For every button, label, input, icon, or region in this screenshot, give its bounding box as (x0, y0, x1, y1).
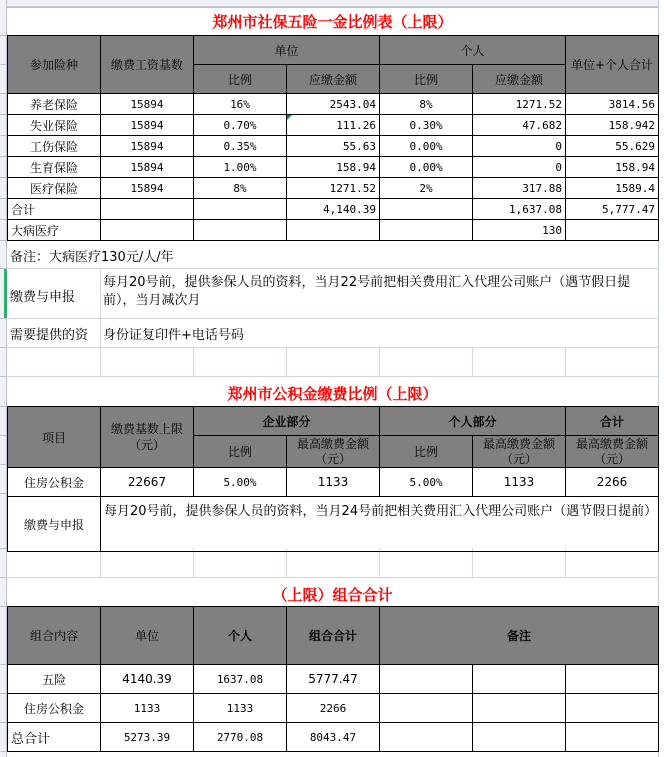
cell-ind-ratio[interactable]: 0.30% (380, 115, 473, 136)
header-base-cap: 缴费基数上限（元） (101, 407, 194, 468)
cell-empty[interactable] (566, 220, 659, 241)
cell-individual[interactable]: 1637.08 (194, 665, 287, 694)
cell-remark[interactable] (566, 694, 659, 723)
table-row (8, 115, 659, 136)
cell-ind-amount[interactable]: 317.88 (473, 178, 566, 199)
cell-subtotal-total[interactable]: 5,777.47 (566, 199, 659, 220)
table-row (8, 694, 659, 723)
cell-base[interactable]: 15894 (101, 157, 194, 178)
cell-remark[interactable] (380, 694, 473, 723)
cell-total[interactable]: 1589.4 (566, 178, 659, 199)
cell-insurance-name[interactable]: 生育保险 (8, 157, 101, 178)
cell-subtotal-label[interactable]: 合计 (8, 199, 101, 220)
table-row (8, 136, 659, 157)
cell-base[interactable]: 15894 (101, 136, 194, 157)
header-ent-ratio: 比例 (194, 436, 287, 468)
cell-payment-label[interactable]: 缴费与申报 (8, 497, 101, 552)
cell-emp-amount[interactable]: 158.94 (287, 157, 380, 178)
cell-base[interactable]: 15894 (101, 94, 194, 115)
header-item: 项目 (8, 407, 101, 468)
header-employee-ratio: 比例 (380, 65, 473, 94)
payment-label[interactable]: 缴费与申报 (10, 290, 76, 305)
header-employee: 个人 (380, 36, 566, 65)
cell-individual[interactable]: 2770.08 (194, 723, 287, 752)
cell-ind-ratio[interactable]: 0.00% (380, 136, 473, 157)
header-individual: 个人 (194, 607, 287, 665)
header-total-max: 最高缴费金额（元） (566, 436, 659, 468)
header-insurance-type: 参加险种 (8, 36, 101, 94)
cell-ent-amount[interactable]: 1133 (287, 468, 380, 497)
cell-insurance-name[interactable]: 失业保险 (8, 115, 101, 136)
cell-empty[interactable] (101, 199, 194, 220)
cell-total[interactable]: 55.629 (566, 136, 659, 157)
materials-text[interactable]: 身份证复印件+电话号码 (103, 328, 244, 343)
payment-text[interactable]: 每月20号前，提供参保人员的资料，当月22号前把相关费用汇入代理公司账户（遇节假日提前），当月减次月 (103, 275, 631, 308)
cell-ind-amount[interactable]: 47.682 (473, 115, 566, 136)
cell-remark[interactable] (473, 723, 566, 752)
header-ind-max: 最高缴费金额（元） (473, 436, 566, 468)
header-total: 单位+个人合计 (566, 36, 659, 94)
cell-ind-ratio[interactable]: 2% (380, 178, 473, 199)
row-header-strip (0, 0, 7, 757)
cell-insurance-name[interactable]: 养老保险 (8, 94, 101, 115)
cell-content-name[interactable]: 住房公积金 (8, 694, 101, 723)
header-ind-ratio: 比例 (380, 436, 473, 468)
social-insurance-table (7, 35, 659, 241)
table-row (8, 94, 659, 115)
housing-fund-table (7, 406, 659, 552)
header-enterprise: 企业部分 (194, 407, 380, 436)
cell-employer[interactable]: 5273.39 (101, 723, 194, 752)
header-content: 组合内容 (8, 607, 101, 665)
cell-employer[interactable]: 4140.39 (101, 665, 194, 694)
cell-empty[interactable] (380, 199, 473, 220)
cell-base[interactable]: 15894 (101, 178, 194, 199)
table-row (8, 178, 659, 199)
header-wage-base: 缴费工资基数 (101, 36, 194, 94)
cell-remark[interactable] (566, 723, 659, 752)
materials-label[interactable]: 需要提供的资 (10, 328, 89, 343)
cell-emp-ratio[interactable]: 1.00% (194, 157, 287, 178)
cell-ind-ratio[interactable]: 5.00% (380, 468, 473, 497)
combined-table (7, 606, 659, 752)
table-row (8, 157, 659, 178)
cell-base[interactable]: 22667 (101, 468, 194, 497)
cell-insurance-name[interactable]: 工伤保险 (8, 136, 101, 157)
combined-title: （上限）组合合计 (272, 586, 393, 604)
cell-serious-illness-label[interactable]: 大病医疗 (8, 220, 101, 241)
header-employee-amount: 应缴金额 (473, 65, 566, 94)
table-row (8, 468, 659, 497)
header-employer: 单位 (101, 607, 194, 665)
cell-emp-ratio[interactable]: 8% (194, 178, 287, 199)
payment-row (8, 497, 659, 552)
cell-ind-ratio[interactable]: 0.00% (380, 157, 473, 178)
serious-illness-row (8, 220, 659, 241)
social-insurance-title: 郑州市社保五险一金比例表（上限） (212, 13, 453, 31)
cell-total[interactable]: 158.942 (566, 115, 659, 136)
cell-emp-ratio[interactable]: 0.35% (194, 136, 287, 157)
cell-item-name[interactable]: 住房公积金 (8, 468, 101, 497)
header-total: 组合合计 (287, 607, 380, 665)
cell-remark[interactable] (566, 665, 659, 694)
cell-content-name[interactable]: 五险 (8, 665, 101, 694)
header-employer: 单位 (194, 36, 380, 65)
header-remark: 备注 (380, 607, 659, 665)
cell-payment-text[interactable]: 每月20号前，提供参保人员的资料，当月24号前把相关费用汇入代理公司账户（遇节假日提前） (101, 497, 659, 552)
cell-insurance-name[interactable]: 医疗保险 (8, 178, 101, 199)
grand-total-row (8, 723, 659, 752)
cell-emp-ratio[interactable]: 0.70% (194, 115, 287, 136)
cell-emp-amount[interactable]: 1271.52 (287, 178, 380, 199)
cell-emp-amount[interactable]: 55.63 (287, 136, 380, 157)
header-individual: 个人部分 (380, 407, 566, 436)
cell-empty[interactable] (380, 220, 473, 241)
cell-total[interactable]: 5777.47 (287, 665, 380, 694)
header-total: 合计 (566, 407, 659, 436)
cell-ent-ratio[interactable]: 5.00% (194, 468, 287, 497)
cell-ind-amount[interactable]: 1133 (473, 468, 566, 497)
comment-indicator (287, 115, 292, 120)
cell-total[interactable]: 2266 (287, 694, 380, 723)
cell-empty[interactable] (194, 199, 287, 220)
subtotal-row (8, 199, 659, 220)
table-row (8, 665, 659, 694)
cell-emp-amount[interactable]: 111.26 (287, 115, 380, 136)
cell-empty[interactable] (101, 220, 194, 241)
cell-serious-illness-amount[interactable]: 130 (473, 220, 566, 241)
cell-ind-amount[interactable]: 0 (473, 157, 566, 178)
cell-content-name[interactable]: 总合计 (8, 723, 101, 752)
header-ent-max: 最高缴费金额（元） (287, 436, 380, 468)
cell-emp-amount[interactable]: 2543.04 (287, 94, 380, 115)
header-employer-ratio: 比例 (194, 65, 287, 94)
cell-total[interactable]: 3814.56 (566, 94, 659, 115)
cell-remark[interactable] (380, 723, 473, 752)
cell-ind-amount[interactable]: 1271.52 (473, 94, 566, 115)
cell-emp-ratio[interactable]: 16% (194, 94, 287, 115)
cell-ind-amount[interactable]: 0 (473, 136, 566, 157)
cell-subtotal-emp[interactable]: 4,140.39 (287, 199, 380, 220)
cell-total[interactable]: 2266 (566, 468, 659, 497)
cell-total[interactable]: 158.94 (566, 157, 659, 178)
cell-empty[interactable] (194, 220, 287, 241)
cell-employer[interactable]: 1133 (101, 694, 194, 723)
header-employer-amount: 应缴金额 (287, 65, 380, 94)
note-text[interactable]: 备注：大病医疗130元/人/年 (10, 250, 174, 265)
housing-fund-title: 郑州市公积金缴费比例（上限） (227, 385, 438, 403)
cell-ind-ratio[interactable]: 8% (380, 94, 473, 115)
cell-remark[interactable] (473, 665, 566, 694)
cell-empty[interactable] (287, 220, 380, 241)
cell-remark[interactable] (473, 694, 566, 723)
cell-total[interactable]: 8043.47 (287, 723, 380, 752)
cell-subtotal-ind[interactable]: 1,637.08 (473, 199, 566, 220)
cell-individual[interactable]: 1133 (194, 694, 287, 723)
cell-remark[interactable] (380, 665, 473, 694)
cell-base[interactable]: 15894 (101, 115, 194, 136)
